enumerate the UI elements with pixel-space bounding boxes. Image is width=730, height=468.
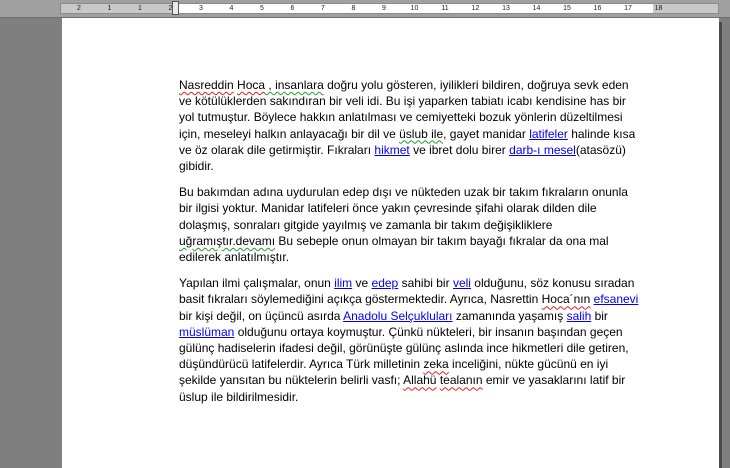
ruler-number: 17 [624,5,632,12]
text: Bu bakımdan adına uydurulan edep dışı ve nükteden uzak bir takım fıkraların onunla bir ilgisi yoktur. Manidar latifeleri önce yakın çevresinde şifahi olarak dilden dile dolaşmış, sonraları gitgide yayılmış ve zamanla bir takım değişikliklere [179,185,628,232]
word: zeka [423,357,449,372]
ruler-number: 6 [290,5,295,12]
link-edep[interactable]: edep [371,276,399,291]
text: Yapılan ilmi çalışmalar, onun [179,276,335,291]
text: ve ibret dolu birer [409,142,510,157]
ruler-number: 14 [532,5,541,12]
ruler-number: 8 [351,5,356,12]
page-shadow [719,22,722,468]
text: ve [352,276,372,291]
ruler-number: 12 [471,5,480,12]
ruler-scale[interactable] [60,3,719,14]
link-efsanevi[interactable]: efsanevi [593,292,639,307]
text: olduğunu ortaya koymuştur. Çünkü nükteleri, bir insanın başından geçen gülünç hadiselerin ifadesi değil, görünüşte gülünç aslında ince hikmetleri dile getiren, düşündürücü latifelerdir. Ayrıca Türk milletinin [179,324,629,372]
link-latifeler[interactable]: latifeler [529,126,568,141]
text: olduğunu, söz konusu sıradan basit fıkraları söylemediğini açıkça göstermektedir. Ayrıca, Nasrettin [179,276,635,307]
ruler-number: 1 [107,5,112,12]
ruler-number: 10 [410,5,419,12]
ruler-number: 3 [199,5,203,12]
ruler-number: 4 [229,5,234,12]
text: doğru yolu gösteren, iyilikleri bildiren, doğruya sevk eden ve kötülüklerden sakındıran bir veli idi. Bu işi yaparken tabiatı icabı kendisine has bir yol tutmuştur. Böylece hakkın anlatılması ve cemiyetteki bozuk yönlerin düzeltilmesi için, meseleyi halkın anlayacağı bir dil ve [179,78,629,141]
word: Hoca´nın [541,292,591,307]
text: Bu sebeple onun olmayan bir takım bayağı fıkralar da ona mal edilerek anlatılmıştır. [179,233,609,265]
ruler-number: 1 [138,5,142,12]
ruler-number: 2 [77,5,81,12]
ruler-number: 9 [382,5,386,12]
word: tealanın [439,373,483,388]
ruler-number: 16 [593,5,602,12]
ruler-number: 2 [168,5,173,12]
ruler-numbers [61,4,718,13]
ruler-number: 7 [321,5,325,12]
text: (atasözü) gibidir. [179,142,626,174]
text: inceliğini, nükte gücünü en iyi şekilde yansıtan bu nüktelerin belirli vasfı; [179,357,609,388]
link-anadolu-selcuklulari[interactable]: Anadolu Selçukluları [343,308,453,323]
paragraph-1[interactable] [179,77,644,174]
link-darb-i-mesel[interactable]: darb-ı mesel [509,142,576,157]
paragraph-3[interactable] [179,275,644,405]
text: halinde kısa ve öz olarak dile getirmiştir. Fıkraları [179,126,636,157]
ruler-number: 5 [260,5,264,12]
text: emir ve yasaklarını latif bir üslup ile bildirilmesidir. [179,373,626,404]
text: bir kişi değil, on üçüncü asırda [179,308,344,323]
link-musluman[interactable]: müslüman [179,324,235,339]
text: sahibi bir [398,276,453,291]
text: zamanında yaşamış [452,308,567,323]
link-salih[interactable]: salih [566,308,592,323]
ruler-number: 13 [502,5,510,12]
word: Allahü [403,373,437,388]
ruler-number: 11 [441,5,449,12]
text: bir [591,308,608,323]
word: Nasreddin [179,78,234,92]
ruler-number: 18 [654,5,663,12]
link-hikmet[interactable]: hikmet [374,142,410,157]
document-body[interactable] [179,77,644,415]
word: üslub ile [399,126,444,141]
indent-marker[interactable] [172,1,179,15]
paragraph-2[interactable] [179,184,644,265]
text: , gayet manidar [443,126,530,141]
word: uğramıştır.devamı [179,233,276,248]
word: Hoca [237,78,266,92]
horizontal-ruler[interactable] [0,0,730,18]
ruler-number: 15 [563,5,571,12]
word: , insanlara [265,78,324,92]
link-veli[interactable]: veli [452,276,471,291]
link-ilim[interactable]: ilim [334,276,353,291]
